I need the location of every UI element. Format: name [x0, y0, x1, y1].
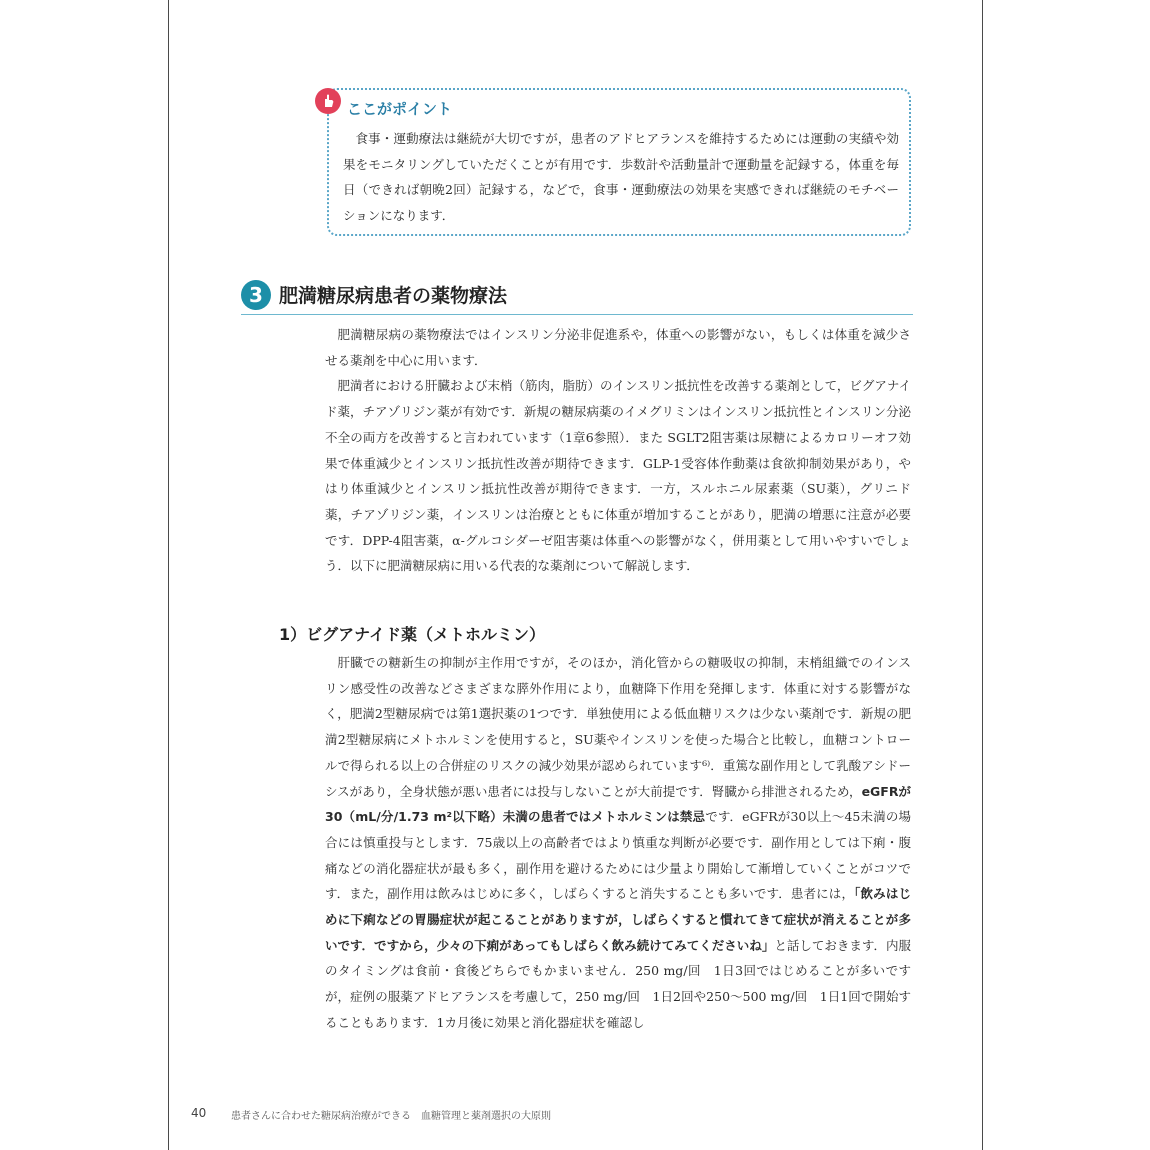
paragraph	[325, 650, 911, 1036]
subsection-heading: 1）ビグアナイド薬（メトホルミン）	[279, 625, 546, 644]
running-footer: 患者さんに合わせた糖尿病治療ができる 血糖管理と薬剤選択の大原則	[231, 1111, 551, 1122]
section-title: 肥満糖尿病患者の薬物療法	[279, 285, 508, 307]
subsection-body	[325, 650, 911, 1036]
point-box	[327, 88, 911, 236]
pointing-hand-icon	[315, 88, 341, 114]
text-run: 肝臓での糖新生の抑制が主作用ですが，そのほか，消化管からの糖吸収の抑制，末梢組織でのインスリン感受性の改善などさまざまな膵外作用により，血糖降下作用を発揮します．体重に対する影響がなく，肥満2型糖尿病では第1選択薬の1つです．単独使用による低血糖リスクは少ない薬剤です．新規の肥満2型糖尿病にメトホルミンを使用すると，SU薬やインスリンを使った場合と比較し，血糖コントロールで得られる以上の合併症のリスクの減少効果が認められています⁶⁾．重篤な副作用として乳酸アシドーシスがあり，全身状態が悪い患者には投与しないことが大前提です．腎臓から排泄されるため，	[325, 655, 911, 799]
bold-text: eGFRが30（mL/分/1.73 m²以下略）未満の患者ではメトホルミンは禁忌	[325, 783, 911, 825]
point-paragraph: 食事・運動療法は継続が大切ですが，患者のアドヒアランスを維持するためには運動の実績や効果をモニタリングしていただくことが有用です．歩数計や活動量計で運動量を記録する，体重を毎日（できれば朝晩2回）記録する，などで，食事・運動療法の効果を実感できれば継続のモチベーションになります．	[343, 131, 899, 223]
book-page	[168, 0, 983, 1150]
bold-text: 「飲みはじめに下痢などの胃腸症状が起こることがありますが，しばらくすると慣れてきて症状が消えることが多いです．ですから，少々の下痢があってもしばらく飲み続けてみてくださいね」	[325, 886, 911, 953]
paragraph: 肥満者における肝臓および末梢（筋肉，脂肪）のインスリン抵抗性を改善する薬剤として，ビグアナイド薬，チアゾリジン薬が有効です．新規の糖尿病薬のイメグリミンはインスリン抵抗性とインスリン分泌不全の両方を改善すると言われています（1章6参照）．また SGLT2阻害薬は尿糖によるカロリーオフ効果で体重減少とインスリン抵抗性改善が期待できます．GLP-1受容体作動薬は食欲抑制効果があり，やはり体重減少とインスリン抵抗性改善が期待できます．一方，スルホニル尿素薬（SU薬），グリニド薬，チアゾリジン薬，インスリンは治療とともに体重が増加することがあり，肥満の増悪に注意が必要です．DPP-4阻害薬，α-グルコシダーゼ阻害薬は体重への影響がなく，併用薬として用いやすいでしょう．以下に肥満糖尿病に用いる代表的な薬剤について解説します．	[325, 378, 912, 574]
text-run: です．eGFRが30以上～45未満の場合には慎重投与とします．75歳以上の高齢者ではより慎重な判断が必要です．副作用としては下痢・腹痛などの消化器症状が最も多く，副作用を避けるためには少量より開始して漸増していくことがコツです．また，副作用は飲みはじめに多く，しばらくすると消失することも多いです．患者には，	[325, 809, 911, 902]
section-number: 3	[241, 280, 271, 310]
page-number: 40	[191, 1106, 207, 1120]
point-title: ここがポイント	[347, 100, 453, 118]
section-body	[325, 322, 911, 579]
text-run: と話しておきます．内服のタイミングは食前・食後どちらでもかまいません．250 mg/回 1日3回ではじめることが多いですが，症例の服薬アドヒアランスを考慮して，250 mg/回 1日2回や250～500 mg/回 1日1回で開始することもあります．1カ月後に効果と消化器症状を確認し	[325, 937, 911, 1030]
paragraph: 肥満糖尿病の薬物療法ではインスリン分泌非促進系や，体重への影響がない，もしくは体重を減少させる薬剤を中心に用います．	[325, 327, 911, 368]
section-divider	[241, 314, 913, 315]
point-body	[343, 126, 899, 228]
